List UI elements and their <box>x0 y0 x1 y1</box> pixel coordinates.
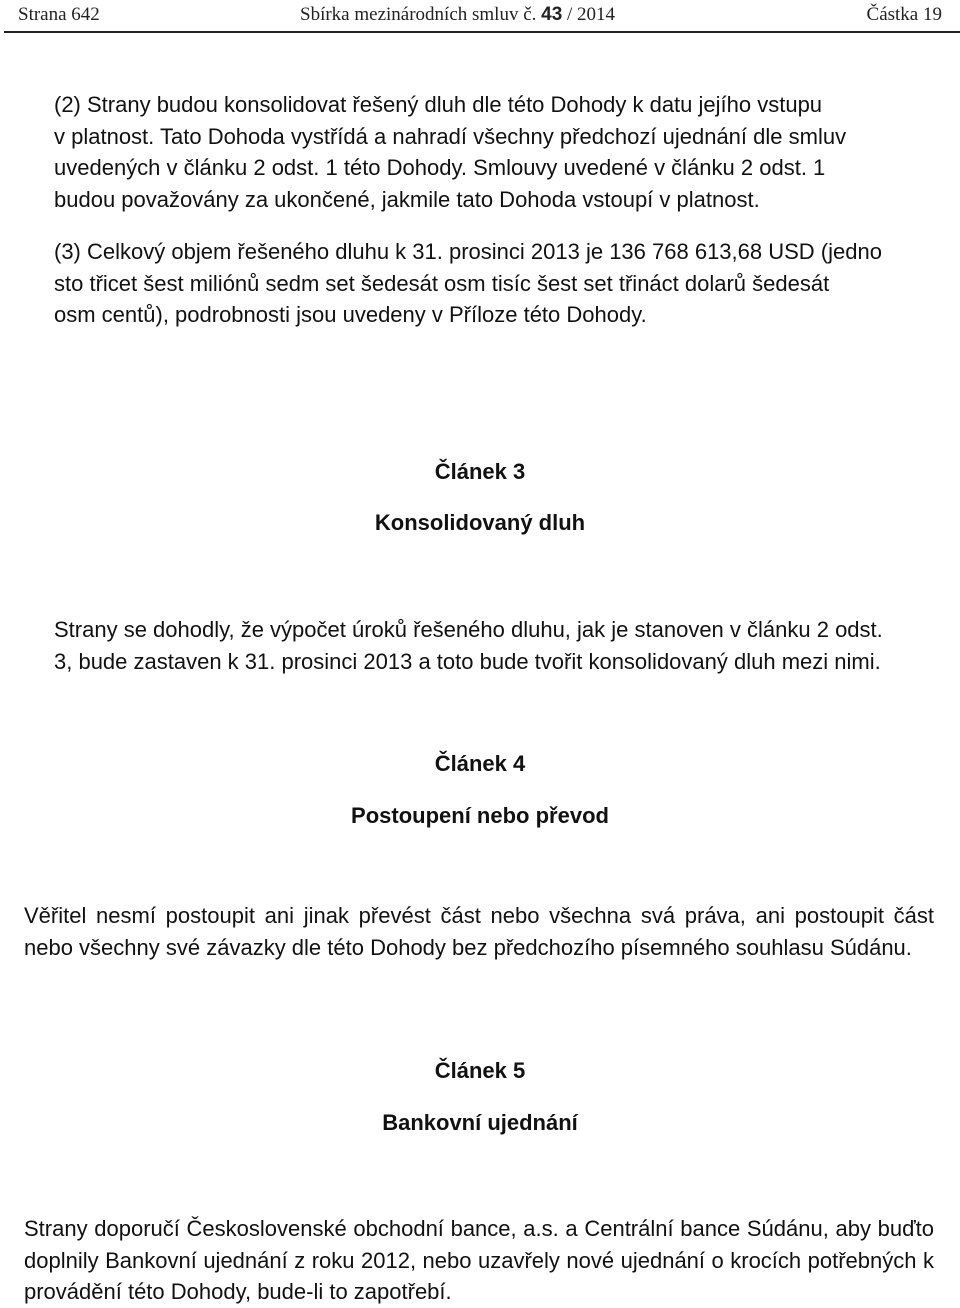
article-4-number: Článek 4 <box>434 751 526 776</box>
article-5-text: Strany doporučí Československé obchodní bance, a.s. a Centrální bance Súdánu, aby buďto doplnily Bankovní ujednání z roku 2012, nebo uzavřely nové ujednání o krocích potřebných k provádění této Dohody, bude-li to zapotřebí. <box>24 1216 934 1304</box>
page-number: Strana 642 <box>18 4 100 25</box>
collection-title <box>300 4 615 26</box>
article-3-title: Konsolidovaný dluh <box>374 510 586 535</box>
article-4-text: Věřitel nesmí postoupit ani jinak převést část nebo všechna svá práva, ani postoupit část nebo všechny své závazky dle této Dohody bez předchozího písemného souhlasu Súdánu. <box>24 903 934 960</box>
paragraph-3: (3) Celkový objem řešeného dluhu k 31. prosinci 2013 je 136 768 613,68 USD (jedno sto třicet šest miliónů sedm set šedesát osm tisíc šest set třináct dolarů šedesát osm centů), podrobnosti jsou uvedeny v Příloze této Dohody. <box>54 239 882 327</box>
article-5-title: Bankovní ujednání <box>382 1110 578 1135</box>
page-header <box>0 0 960 34</box>
paragraph-2: (2) Strany budou konsolidovat řešený dluh dle této Dohody k datu jejího vstupu v platnost. Tato Dohoda vystřídá a nahradí všechny předchozí ujednání dle smluv uvedených v článku 2 odst. 1 této Dohody. Smlouvy uvedené v článku 2 odst. 1 budou považovány za ukončené, jakmile tato Dohoda vstoupí v platnost. <box>54 92 847 212</box>
article-3-number: Článek 3 <box>434 459 526 484</box>
header-divider <box>4 31 960 33</box>
article-3-text: Strany se dohodly, že výpočet úroků řešeného dluhu, jak je stanoven v článku 2 odst. 3, bude zastaven k 31. prosinci 2013 a toto bude tvořit konsolidovaný dluh mezi nimi. <box>54 617 883 674</box>
article-5-number: Článek 5 <box>434 1058 526 1083</box>
collection-number: 43 <box>541 4 563 25</box>
part-number: Částka 19 <box>866 4 942 25</box>
collection-year: / 2014 <box>562 4 616 25</box>
collection-title-prefix: Sbírka mezinárodních smluv č. <box>300 4 542 25</box>
article-4-title: Postoupení nebo převod <box>351 803 609 828</box>
